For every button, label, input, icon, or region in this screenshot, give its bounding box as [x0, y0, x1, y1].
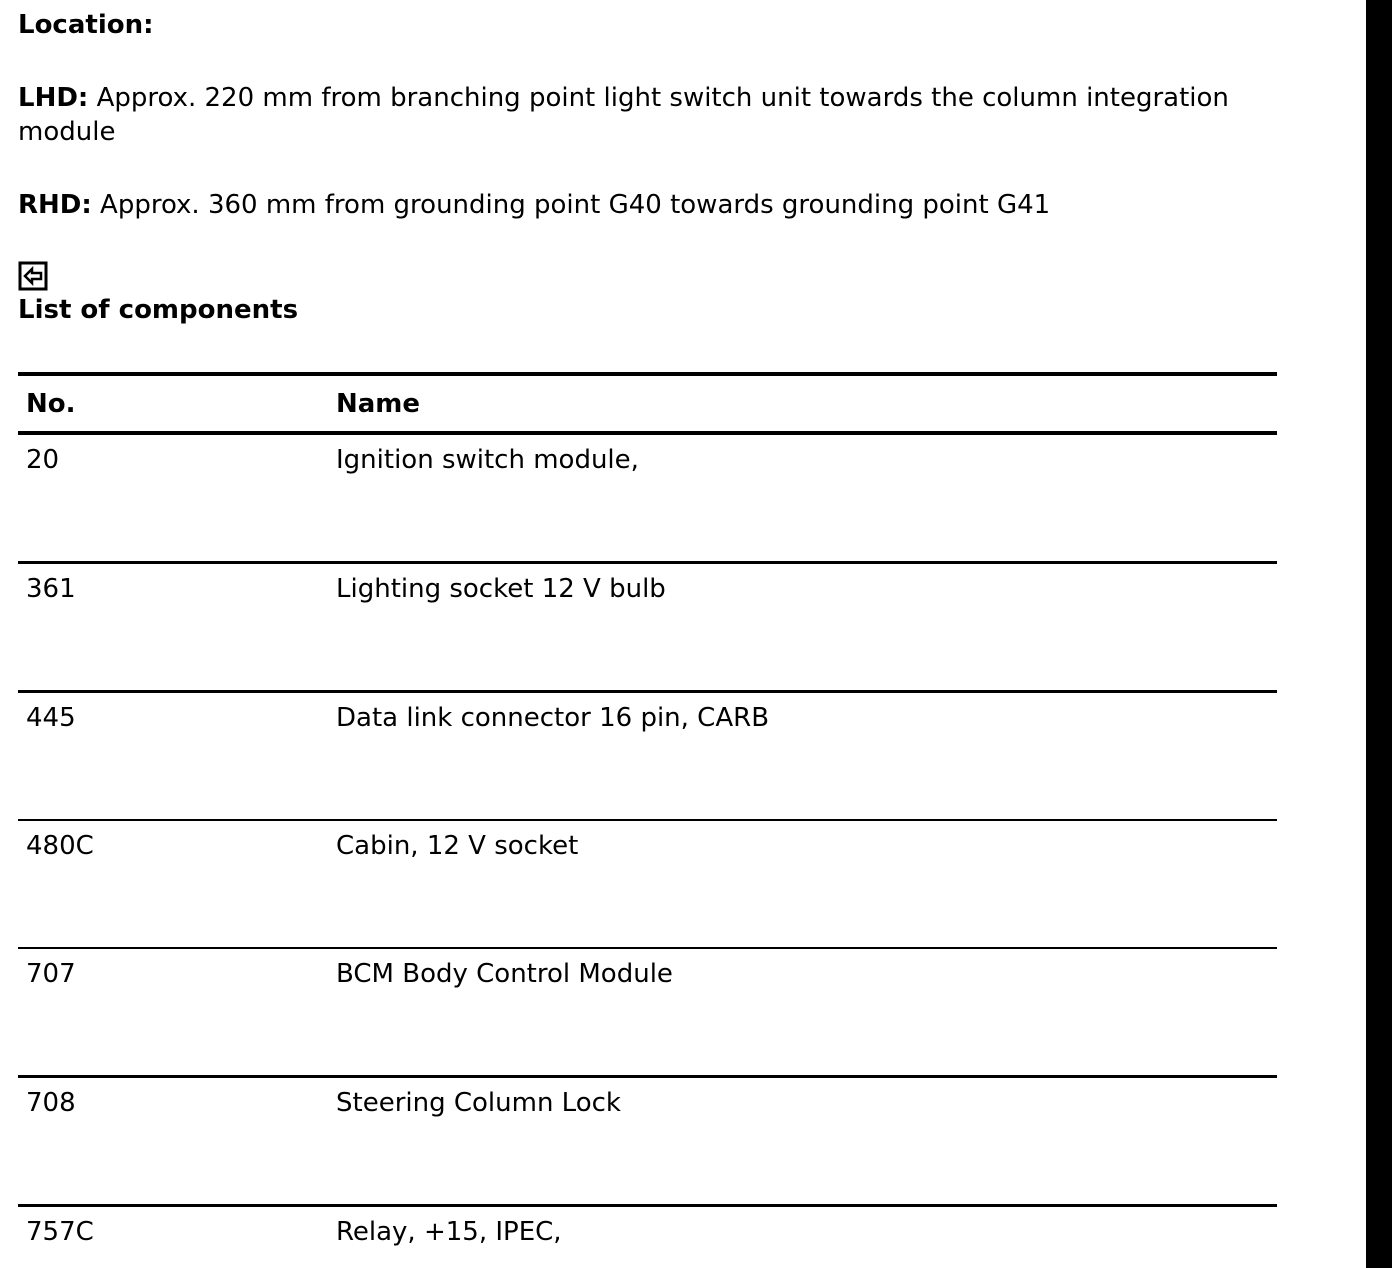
table-row — [18, 948, 1277, 1077]
cell-no: 445 — [18, 692, 328, 821]
lhd-paragraph — [18, 81, 1328, 149]
cell-name: BCM Body Control Module — [328, 948, 1277, 1077]
cell-name: Steering Column Lock — [328, 1077, 1277, 1206]
cell-name: Ignition switch module, — [336, 445, 639, 475]
rhd-text: Approx. 360 mm from grounding point G40 towards grounding point G41 — [91, 190, 1051, 220]
back-arrow-icon[interactable] — [18, 261, 56, 293]
cell-no: 708 — [18, 1077, 328, 1206]
cell-no: 361 — [18, 563, 328, 692]
header-no: No. — [18, 374, 328, 433]
components-table — [18, 372, 1277, 1268]
components-list-title: List of components — [18, 295, 299, 325]
cell-no: 707 — [18, 948, 328, 1077]
location-heading: Location: — [18, 10, 154, 40]
cell-no: 757C — [18, 1206, 328, 1268]
rhd-label: RHD: — [18, 190, 92, 220]
document-content — [18, 8, 1338, 1247]
table-header-row — [18, 374, 1277, 433]
cell-no: 480C — [18, 820, 328, 948]
table-row — [18, 820, 1277, 948]
cell-name: Data link connector 16 pin, CARB — [328, 692, 1277, 821]
cell-name: Cabin, 12 V socket — [328, 820, 1277, 948]
cell-name: Lighting socket 12 V bulb — [328, 563, 1277, 692]
header-name: Name — [328, 374, 1277, 433]
table-row — [18, 563, 1277, 692]
right-edge-bar — [1366, 0, 1392, 1268]
cell-no: 20 — [26, 445, 60, 475]
lhd-label: LHD: — [18, 83, 89, 113]
table-row — [18, 1077, 1277, 1206]
lhd-text: Approx. 220 mm from branching point light switch unit towards the column integration module — [18, 83, 1229, 147]
rhd-paragraph — [18, 188, 1328, 222]
table-row — [18, 692, 1277, 821]
cell-name: Relay, +15, IPEC, — [328, 1206, 1277, 1268]
table-row — [18, 1206, 1277, 1268]
table-row — [18, 433, 1277, 563]
